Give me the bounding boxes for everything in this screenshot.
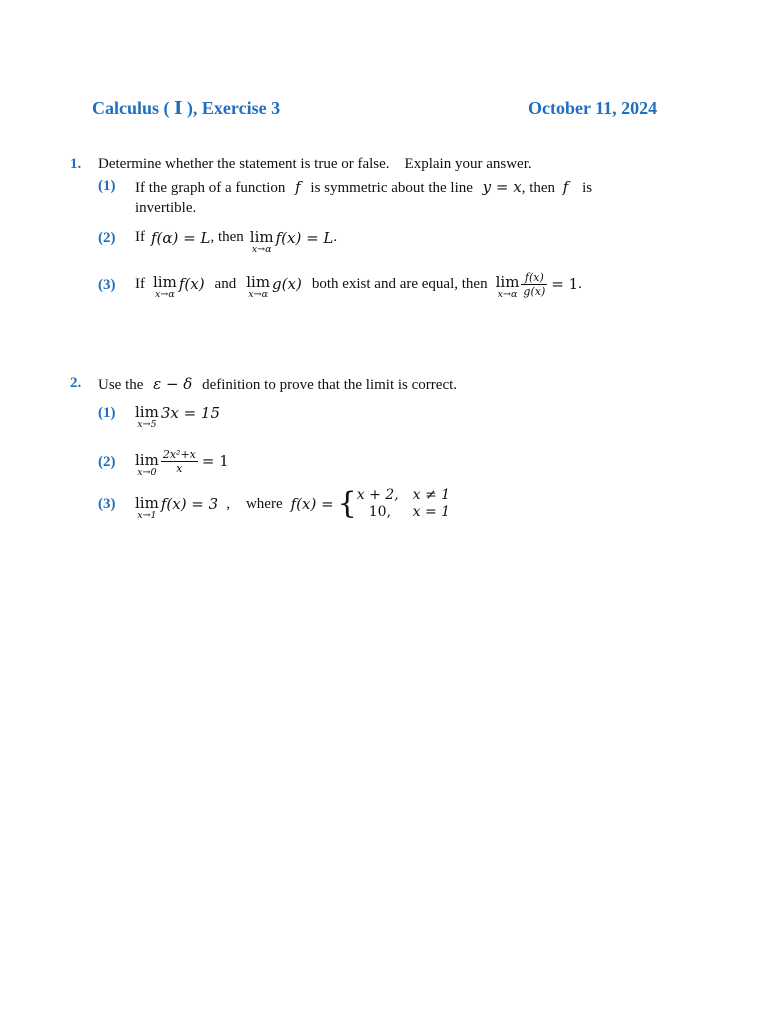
q2-part2-den: x <box>176 461 183 475</box>
q1-part3-lim-ratio-sub: x→α <box>497 289 518 300</box>
q1-part3-statement <box>135 268 582 300</box>
case2-condition: x = 1 <box>412 504 451 520</box>
q1-part3-g: g(x) <box>272 275 302 293</box>
q1-part1-line2: invertible. <box>135 200 197 216</box>
q1-part2-expr1: f(α) = L <box>151 229 211 247</box>
q1-part2-statement <box>135 229 337 255</box>
q2-part1-lim: lim <box>135 403 159 421</box>
piecewise-cases <box>357 487 450 521</box>
q1-part2-lim: lim <box>249 228 274 246</box>
q1-part3-end: . <box>578 275 582 292</box>
case1-condition: x ≠ 1 <box>412 487 451 503</box>
q1-part2-expr2: f(x) = L <box>275 229 334 247</box>
q1-part1-text-b: is symmetric about the line <box>310 180 473 196</box>
q2-part3-limit <box>135 495 159 521</box>
piecewise-brace: { <box>337 486 357 521</box>
q1-part2-if: If <box>135 229 145 245</box>
q2-number: 2. <box>70 375 82 391</box>
q2-part3-where: where <box>245 495 283 512</box>
q1-part1-eq: y = x <box>482 178 522 196</box>
q1-part3-lim-ratio: lim <box>495 273 520 291</box>
q1-part2-limit <box>250 229 274 255</box>
q2-part2-limit <box>135 452 159 478</box>
q1-part1-line1 <box>135 178 592 197</box>
q1-part1-f2: f <box>562 178 569 196</box>
q1-part3-fraction <box>521 271 547 298</box>
case1-value: x + 2, <box>356 487 399 503</box>
q2-part3-lim-sub: x→1 <box>137 510 157 521</box>
q1-part3-if: If <box>135 275 145 292</box>
q2-part2-fraction <box>161 448 198 475</box>
q2-part1-limit <box>135 404 159 430</box>
q1-part3-num: f(x) <box>521 271 547 285</box>
q2-part2-rhs: = 1 <box>201 452 229 470</box>
q2-part2-num: 2x²+x <box>162 447 196 461</box>
q1-part3-limit-g <box>246 274 270 300</box>
q1-part3-lim-f: lim <box>153 273 177 291</box>
q1-part1-text-d: is <box>582 180 593 196</box>
q1-prompt: Determine whether the statement is true or false. Explain your answer. <box>98 156 532 172</box>
q1-part3-label: (3) <box>98 277 116 293</box>
q2-epsilon-delta: ε − δ <box>153 375 193 393</box>
q2-part2-label: (2) <box>98 454 116 470</box>
q1-part3-and: and <box>214 275 237 292</box>
q2-part1-expr: 3x = 15 <box>160 404 221 422</box>
q2-part3-label: (3) <box>98 496 116 512</box>
q2-part3-expr: f(x) = 3 <box>160 495 219 513</box>
q1-part3-lim-g: lim <box>246 273 271 291</box>
q2-part1-statement <box>135 404 220 430</box>
q1-part1-label: (1) <box>98 178 116 194</box>
date: October 11, 2024 <box>528 98 658 118</box>
q1-number: 1. <box>70 156 82 172</box>
page-title: Calculus ( Ⅰ ), Exercise 3 <box>92 98 281 118</box>
q2-part1-label: (1) <box>98 405 116 421</box>
q1-part2-lim-sub: x→α <box>251 244 272 255</box>
q1-part1-text-a: If the graph of a function <box>135 180 286 196</box>
q2-prompt-a: Use the <box>98 377 144 393</box>
q2-prompt <box>98 375 457 394</box>
q1-part3-mid: both exist and are equal, then <box>311 275 488 292</box>
q2-part2-lim: lim <box>135 451 159 469</box>
q1-part3-lim-g-sub: x→α <box>248 289 268 300</box>
case2-value: 10, <box>368 504 392 520</box>
q2-part1-lim-sub: x→5 <box>137 419 157 430</box>
q1-part3-limit-f <box>153 274 177 300</box>
q1-part2-then: , then <box>210 229 244 245</box>
q2-part2-statement <box>135 444 229 478</box>
q2-part2-lim-sub: x→0 <box>137 467 157 478</box>
q2-part3-statement <box>135 487 450 521</box>
q1-part2-label: (2) <box>98 230 116 246</box>
q2-prompt-b: definition to prove that the limit is correct. <box>202 377 458 393</box>
q2-part3-fx: f(x) = <box>290 495 334 513</box>
q1-part3-den: g(x) <box>523 284 546 298</box>
q1-part3-limit-ratio <box>496 274 520 300</box>
q2-part3-comma: , <box>226 495 230 512</box>
q1-part3-lim-f-sub: x→α <box>155 289 175 300</box>
q1-part1-f1: f <box>295 178 301 196</box>
q1-part3-rhs: = 1 <box>551 275 579 293</box>
q1-part3-f: f(x) <box>178 275 205 293</box>
q1-part2-end: . <box>333 229 338 245</box>
q2-part3-lim: lim <box>135 494 159 512</box>
q1-part1-text-c: , then <box>521 180 556 196</box>
